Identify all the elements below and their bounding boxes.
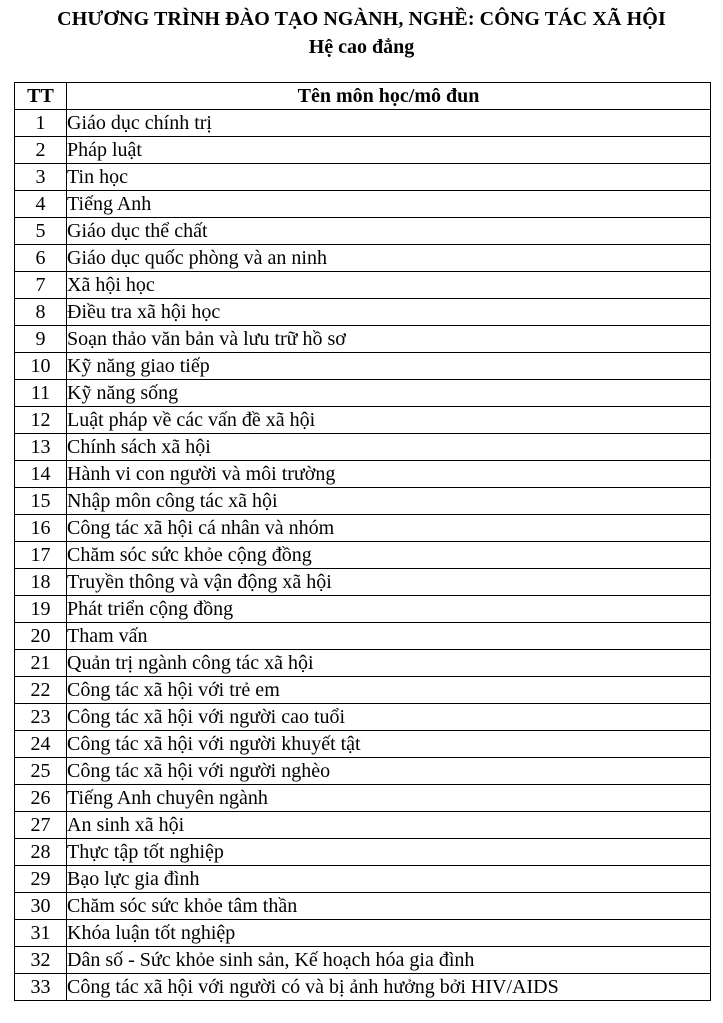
table-row <box>15 947 711 974</box>
row-number: 20 <box>15 623 67 650</box>
row-number: 10 <box>15 353 67 380</box>
table-row <box>15 920 711 947</box>
subject-name: Truyền thông và vận động xã hội <box>67 569 711 596</box>
row-number: 7 <box>15 272 67 299</box>
row-number: 13 <box>15 434 67 461</box>
subject-name: An sinh xã hội <box>67 812 711 839</box>
table-row <box>15 866 711 893</box>
subject-name: Luật pháp về các vấn đề xã hội <box>67 407 711 434</box>
row-number: 17 <box>15 542 67 569</box>
table-row <box>15 785 711 812</box>
row-number: 31 <box>15 920 67 947</box>
row-number: 12 <box>15 407 67 434</box>
row-number: 22 <box>15 677 67 704</box>
table-row <box>15 218 711 245</box>
table-row <box>15 596 711 623</box>
subject-name: Soạn thảo văn bản và lưu trữ hồ sơ <box>67 326 711 353</box>
subject-name: Thực tập tốt nghiệp <box>67 839 711 866</box>
table-row <box>15 110 711 137</box>
row-number: 1 <box>15 110 67 137</box>
table-row <box>15 326 711 353</box>
table-row <box>15 407 711 434</box>
subject-name: Công tác xã hội với người có và bị ảnh hưởng bởi HIV/AIDS <box>67 974 711 1001</box>
row-number: 16 <box>15 515 67 542</box>
table-row <box>15 704 711 731</box>
table-row <box>15 569 711 596</box>
row-number: 11 <box>15 380 67 407</box>
subject-name: Giáo dục chính trị <box>67 110 711 137</box>
table-row <box>15 191 711 218</box>
table-row <box>15 731 711 758</box>
table-row <box>15 515 711 542</box>
row-number: 5 <box>15 218 67 245</box>
subject-name: Công tác xã hội với người cao tuổi <box>67 704 711 731</box>
table-row <box>15 299 711 326</box>
table-row <box>15 650 711 677</box>
row-number: 32 <box>15 947 67 974</box>
subject-name: Phát triển cộng đồng <box>67 596 711 623</box>
table-row <box>15 245 711 272</box>
table-row <box>15 839 711 866</box>
row-number: 3 <box>15 164 67 191</box>
table-row <box>15 380 711 407</box>
row-number: 15 <box>15 488 67 515</box>
table-row <box>15 353 711 380</box>
row-number: 23 <box>15 704 67 731</box>
row-number: 9 <box>15 326 67 353</box>
row-number: 26 <box>15 785 67 812</box>
subject-name: Kỹ năng giao tiếp <box>67 353 711 380</box>
subject-table <box>14 82 711 1001</box>
table-header-row <box>15 83 711 110</box>
subject-name: Chính sách xã hội <box>67 434 711 461</box>
row-number: 18 <box>15 569 67 596</box>
row-number: 6 <box>15 245 67 272</box>
row-number: 2 <box>15 137 67 164</box>
table-row <box>15 137 711 164</box>
row-number: 21 <box>15 650 67 677</box>
subject-name: Công tác xã hội với trẻ em <box>67 677 711 704</box>
row-number: 27 <box>15 812 67 839</box>
subject-name: Tham vấn <box>67 623 711 650</box>
subject-name: Hành vi con người và môi trường <box>67 461 711 488</box>
row-number: 24 <box>15 731 67 758</box>
row-number: 25 <box>15 758 67 785</box>
table-row <box>15 434 711 461</box>
table-body <box>15 110 711 1001</box>
header-tt: TT <box>15 83 67 110</box>
row-number: 30 <box>15 893 67 920</box>
row-number: 33 <box>15 974 67 1001</box>
subject-name: Khóa luận tốt nghiệp <box>67 920 711 947</box>
row-number: 14 <box>15 461 67 488</box>
subject-name: Giáo dục quốc phòng và an ninh <box>67 245 711 272</box>
subject-name: Giáo dục thể chất <box>67 218 711 245</box>
subject-name: Quản trị ngành công tác xã hội <box>67 650 711 677</box>
subject-name: Chăm sóc sức khỏe tâm thần <box>67 893 711 920</box>
row-number: 29 <box>15 866 67 893</box>
subject-name: Tiếng Anh <box>67 191 711 218</box>
table-row <box>15 272 711 299</box>
subject-name: Pháp luật <box>67 137 711 164</box>
table-row <box>15 893 711 920</box>
subject-name: Tin học <box>67 164 711 191</box>
subject-name: Xã hội học <box>67 272 711 299</box>
subject-name: Bạo lực gia đình <box>67 866 711 893</box>
subject-name: Công tác xã hội cá nhân và nhóm <box>67 515 711 542</box>
row-number: 19 <box>15 596 67 623</box>
subject-name: Công tác xã hội với người nghèo <box>67 758 711 785</box>
subject-name: Công tác xã hội với người khuyết tật <box>67 731 711 758</box>
subject-name: Dân số - Sức khỏe sinh sản, Kế hoạch hóa gia đình <box>67 947 711 974</box>
subject-name: Nhập môn công tác xã hội <box>67 488 711 515</box>
table-row <box>15 812 711 839</box>
table-row <box>15 677 711 704</box>
table-row <box>15 758 711 785</box>
table-row <box>15 461 711 488</box>
table-row <box>15 488 711 515</box>
subject-name: Kỹ năng sống <box>67 380 711 407</box>
document-subtitle: Hệ cao đẳng <box>308 36 415 58</box>
table-row <box>15 164 711 191</box>
subject-name: Tiếng Anh chuyên ngành <box>67 785 711 812</box>
row-number: 8 <box>15 299 67 326</box>
table-row <box>15 974 711 1001</box>
row-number: 4 <box>15 191 67 218</box>
row-number: 28 <box>15 839 67 866</box>
subject-name: Chăm sóc sức khỏe cộng đồng <box>67 542 711 569</box>
subject-name: Điều tra xã hội học <box>67 299 711 326</box>
table-row <box>15 542 711 569</box>
header-subject-name: Tên môn học/mô đun <box>67 83 711 110</box>
table-row <box>15 623 711 650</box>
document-title: CHƯƠNG TRÌNH ĐÀO TẠO NGÀNH, NGHỀ: CÔNG TÁC XÃ HỘI <box>57 8 666 30</box>
